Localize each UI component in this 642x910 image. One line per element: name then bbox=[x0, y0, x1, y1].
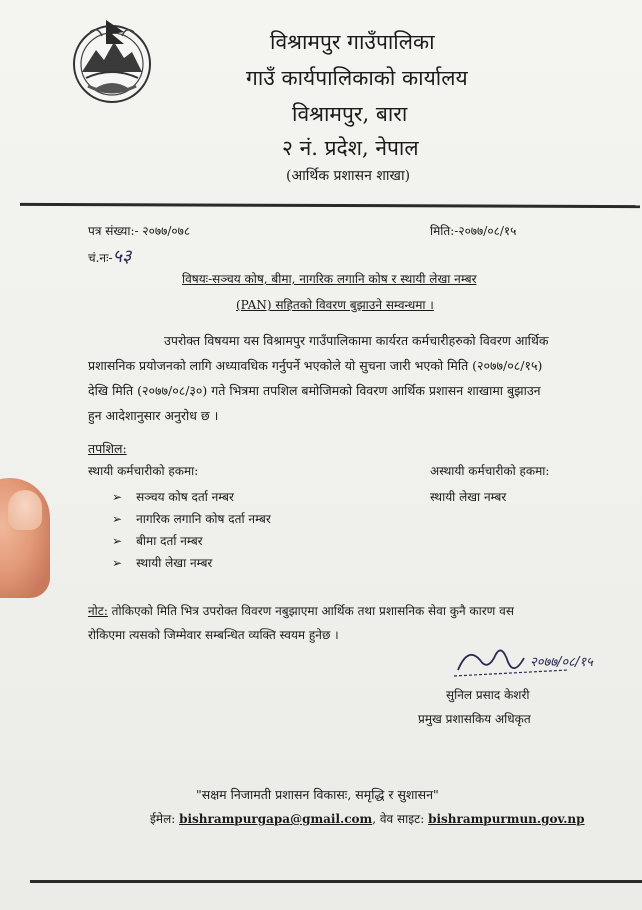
arrow-bullet-icon: ➢ bbox=[112, 490, 123, 504]
note-text: तोकिएको मिति भित्र उपरोक्त विवरण नबुझाएमा आर्थिक तथा प्रशासनिक सेवा कुनै कारण वस bbox=[107, 604, 514, 618]
permanent-item-3 bbox=[112, 532, 203, 549]
subject-line-2: (PAN) सहितको विवरण बुझाउने सम्वन्धमा । bbox=[236, 298, 434, 312]
signatory-name: सुनिल प्रसाद केशरी bbox=[446, 688, 530, 702]
website-label: , वेव साइट: bbox=[372, 812, 425, 826]
header-office-name: गाउँ कार्यपालिकाको कार्यालय bbox=[246, 66, 468, 90]
note-line-1 bbox=[88, 602, 514, 619]
permanent-item-label: बीमा दर्ता नम्बर bbox=[136, 534, 203, 548]
dispatch-number bbox=[88, 244, 131, 268]
header-municipality-name: विश्रामपुर गाउँपालिका bbox=[270, 30, 435, 54]
body-line-4: हुन आदेशानुसार अनुरोध छ । bbox=[88, 408, 219, 423]
arrow-bullet-icon: ➢ bbox=[112, 556, 123, 570]
thumbnail-nail-artifact bbox=[8, 490, 42, 530]
permanent-item-label: सञ्चय कोष दर्ता नम्बर bbox=[136, 490, 234, 504]
temporary-staff-heading: अस्थायी कर्मचारीको हकमा: bbox=[430, 464, 550, 478]
dispatch-number-value: ५३ bbox=[112, 246, 132, 267]
letter-date: मिति:-२०७७/०८/१५ bbox=[430, 224, 517, 238]
body-line-1: उपरोक्त विषयमा यस विश्रामपुर गाउँपालिकामा कार्यरत कर्मचारीहरुको विवरण आर्थिक bbox=[164, 333, 549, 348]
body-line-3: देखि मिति (२०७७/०८/३०) गते भित्रमा तपशिल बमोजिमको विवरण आर्थिक प्रशासन शाखामा बुझाउन bbox=[88, 383, 541, 398]
header-divider bbox=[20, 203, 640, 208]
permanent-item-label: स्थायी लेखा नम्बर bbox=[136, 556, 213, 570]
footer-contact bbox=[150, 810, 585, 827]
nepal-emblem-logo bbox=[68, 8, 156, 112]
footer-divider bbox=[30, 880, 642, 883]
subject-line-1: विषयः-सञ्चय कोष, बीमा, नागरिक लगानि कोष र स्थायी लेखा नम्बर bbox=[182, 272, 477, 286]
email-link[interactable]: bishrampurgapa@gmail.com bbox=[179, 812, 373, 826]
header-location: विश्रामपुर, बारा bbox=[292, 102, 408, 126]
email-label: ईमेल: bbox=[150, 812, 176, 826]
note-label: नोट: bbox=[88, 604, 108, 618]
details-heading: तपशिल: bbox=[88, 441, 127, 456]
note-line-2: रोकिएमा त्यसको जिम्मेवार सम्बन्धित व्यक्ति स्वयम हुनेछ । bbox=[88, 628, 339, 642]
footer-slogan: "सक्षम निजामती प्रशासन विकासः, समृद्धि र सुशासन" bbox=[196, 787, 439, 802]
body-paragraph bbox=[88, 328, 548, 428]
permanent-item-4 bbox=[112, 554, 212, 571]
letter-number: पत्र संख्या:- २०७७/०७८ bbox=[88, 224, 191, 238]
dispatch-number-label: चं.नः- bbox=[88, 251, 113, 265]
permanent-item-label: नागरिक लगानि कोष दर्ता नम्बर bbox=[136, 512, 271, 526]
temporary-item-1: स्थायी लेखा नम्बर bbox=[430, 490, 507, 504]
header-province: २ नं. प्रदेश, नेपाल bbox=[282, 136, 419, 160]
signatory-title: प्रमुख प्रशासकिय अधिकृत bbox=[418, 712, 531, 726]
arrow-bullet-icon: ➢ bbox=[112, 534, 123, 548]
signature-date: २०७७/०८/१५ bbox=[530, 655, 593, 670]
website-link[interactable]: bishrampurmun.gov.np bbox=[428, 812, 585, 826]
permanent-item-1 bbox=[112, 488, 234, 505]
body-line-2: प्रशासनिक प्रयोजनको लागि अध्यावधिक गर्नुपर्ने भएकोले यो सुचना जारी भएको मिति (२०७७/०८/१५) bbox=[88, 358, 543, 373]
arrow-bullet-icon: ➢ bbox=[112, 512, 123, 526]
permanent-item-2 bbox=[112, 510, 271, 527]
header-section: (आर्थिक प्रशासन शाखा) bbox=[286, 168, 411, 184]
permanent-staff-heading: स्थायी कर्मचारीको हकमा: bbox=[88, 464, 199, 478]
